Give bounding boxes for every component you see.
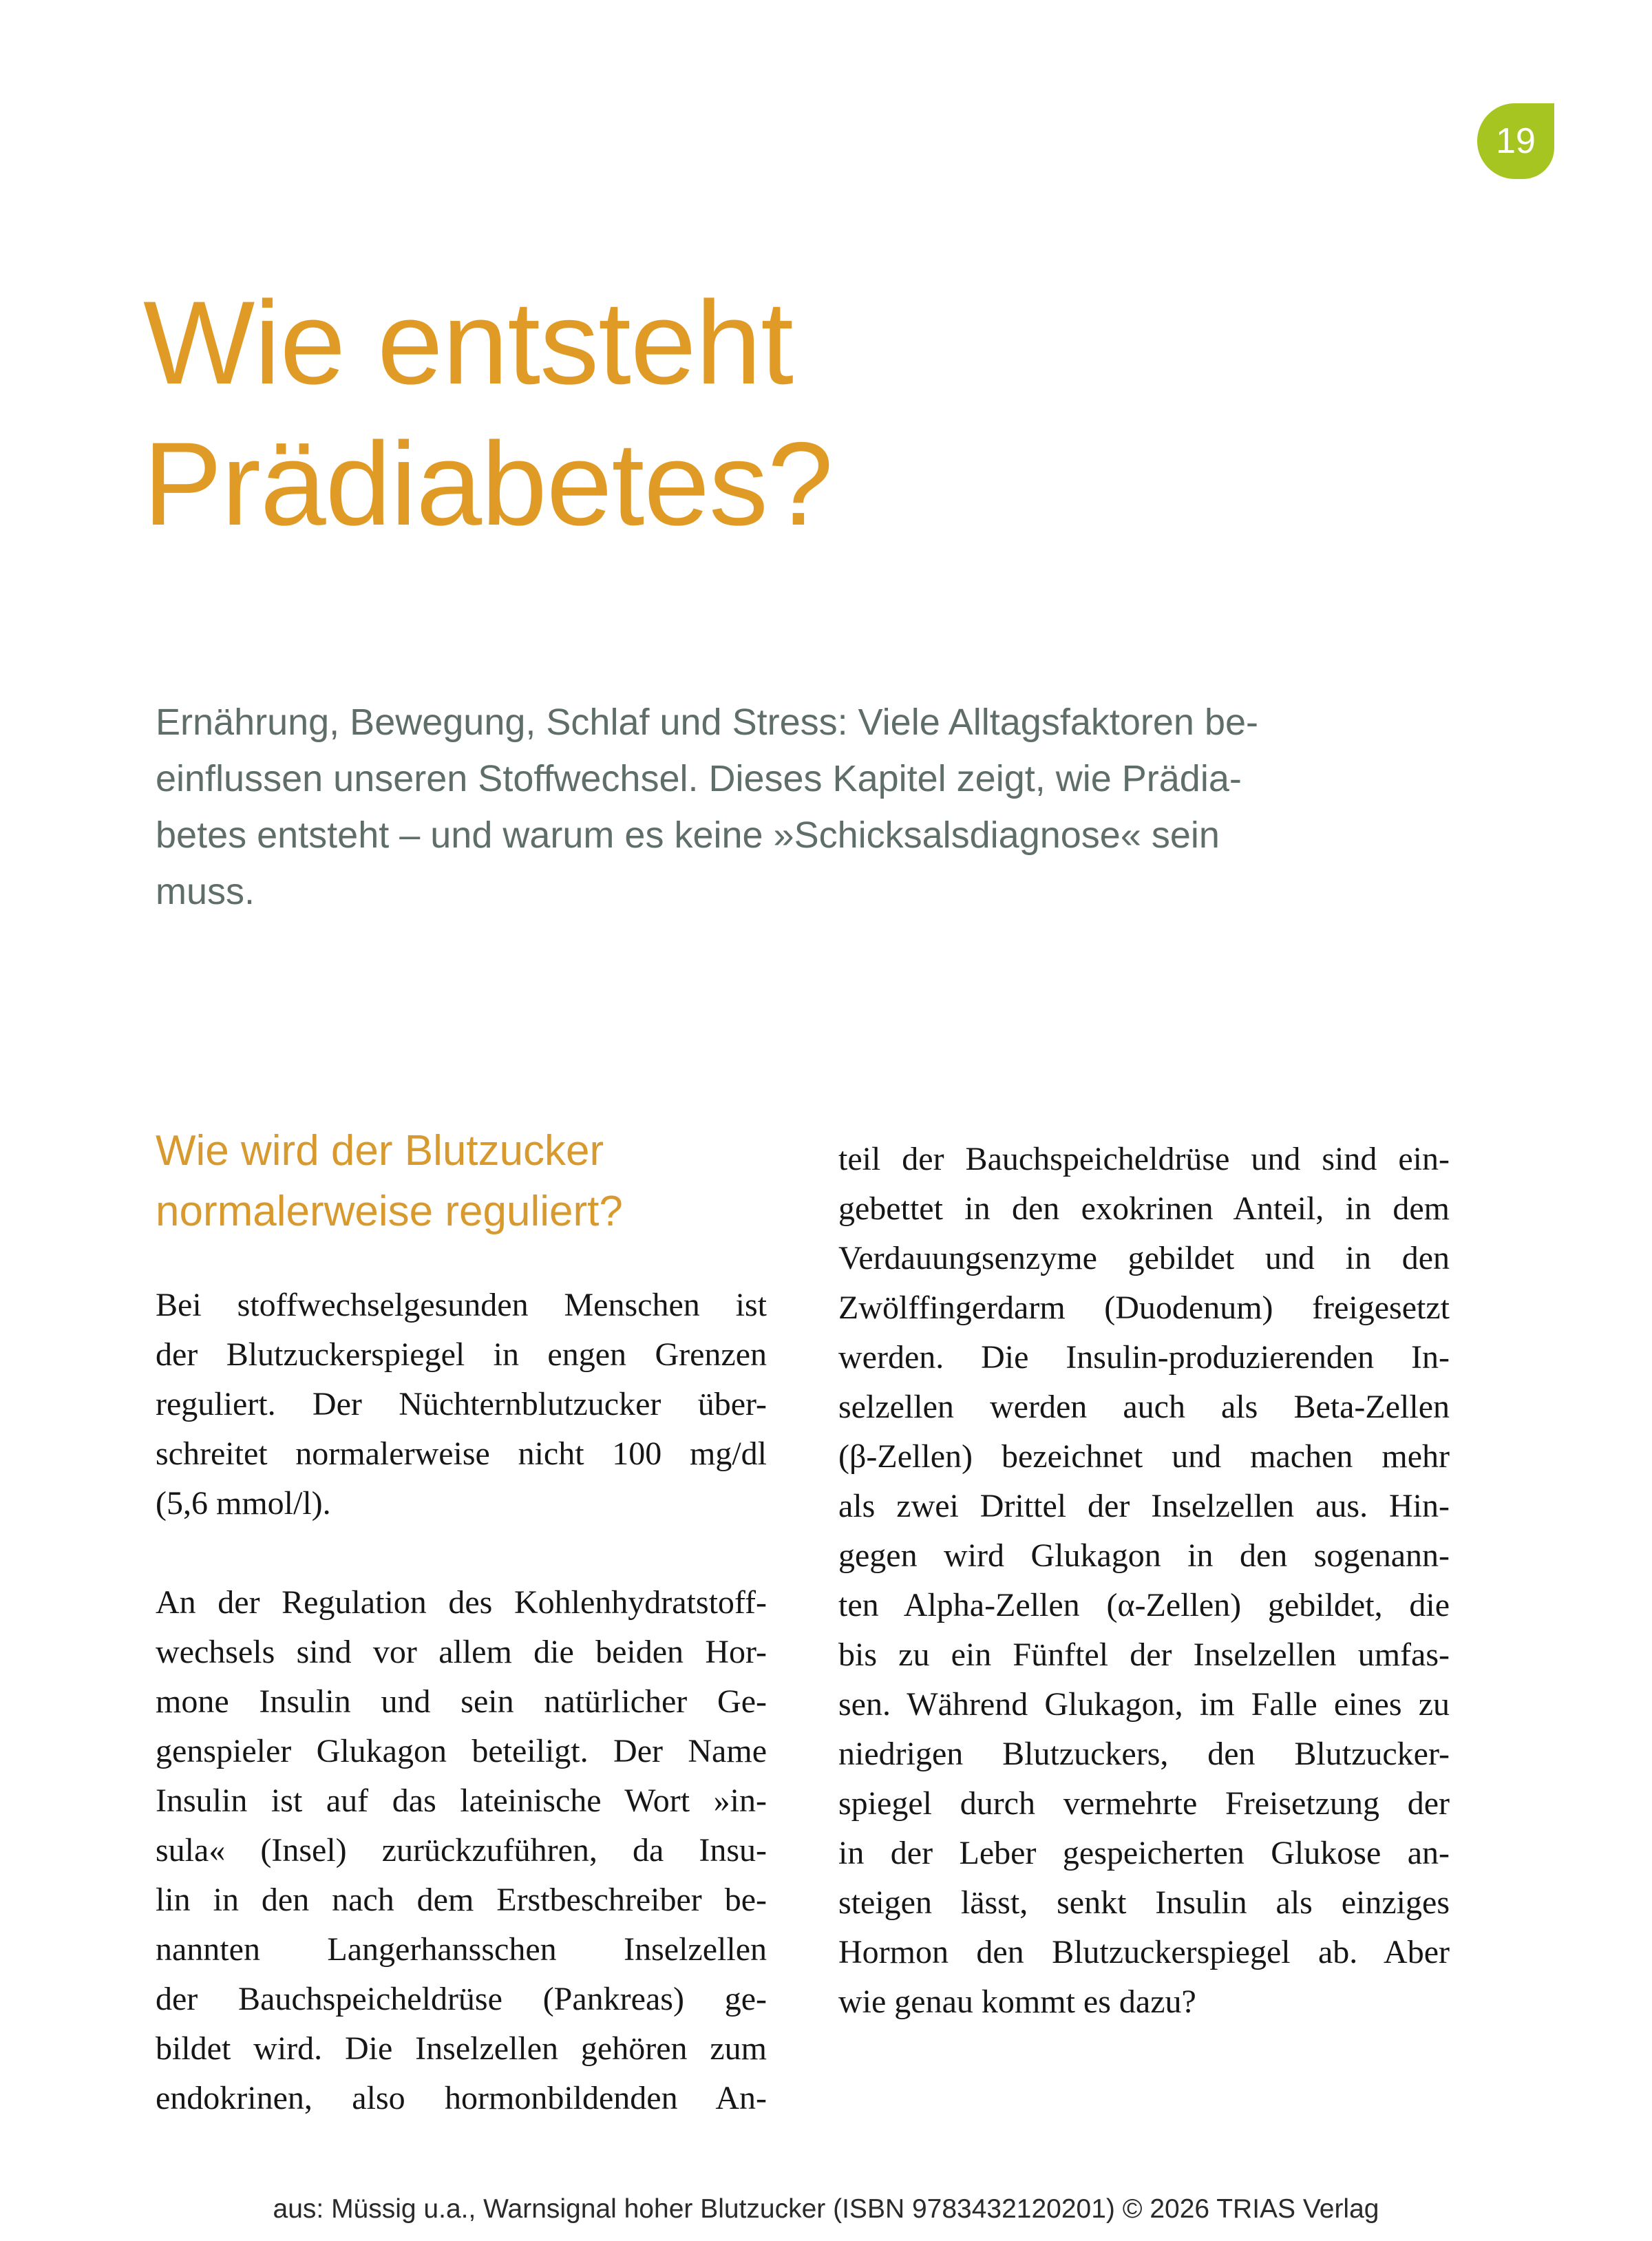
intro-line: einflussen unseren Stoffwechsel. Dieses Kapitel zeigt, wie Prädia- <box>156 758 1242 799</box>
text-line: bis zu ein Fünftel der Inselzellen umfas- <box>838 1637 1450 1673</box>
text-line: nannten Langerhansschen Inselzellen <box>156 1931 767 1968</box>
paragraph <box>156 1578 767 2123</box>
chapter-title <box>143 273 833 555</box>
section-heading-line: Wie wird der Blutzucker <box>156 1127 604 1175</box>
text-line: gebettet in den exokrinen Anteil, in dem <box>838 1190 1450 1227</box>
text-line: ten Alpha-Zellen (α-Zellen) gebildet, die <box>838 1587 1450 1623</box>
text-line: An der Regulation des Kohlenhydratstoff- <box>156 1584 767 1621</box>
text-line: wie genau kommt es dazu? <box>838 1984 1196 2020</box>
paragraph <box>156 1281 767 1528</box>
chapter-title-line: Prädiabetes? <box>143 418 833 550</box>
text-line: Hormon den Blutzuckerspiegel ab. Aber <box>838 1934 1450 1970</box>
page-number: 19 <box>1496 121 1536 161</box>
footer-credit: aus: Müssig u.a., Warnsignal hoher Blutzucker (ISBN 9783432120201) © 2026 TRIAS Verlag <box>273 2194 1379 2224</box>
text-line: der Blutzuckerspiegel in engen Grenzen <box>156 1336 767 1373</box>
chapter-title-line: Wie entsteht <box>143 277 793 409</box>
text-line: bildet wird. Die Inselzellen gehören zum <box>156 2030 767 2067</box>
intro-line: Ernährung, Bewegung, Schlaf und Stress: Viele Alltagsfaktoren be- <box>156 702 1258 743</box>
intro-line: betes entsteht – und warum es keine »Schicksalsdiagnose« sein <box>156 814 1220 856</box>
text-line: werden. Die Insulin-produzierenden In- <box>838 1339 1450 1376</box>
text-line: mone Insulin und sein natürlicher Ge- <box>156 1683 767 1720</box>
text-line: Zwölffingerdarm (Duodenum) freigesetzt <box>838 1290 1450 1326</box>
section-heading <box>156 1121 767 1242</box>
paragraph <box>838 1135 1450 2027</box>
right-column <box>838 1121 1450 2123</box>
text-line: Insulin ist auf das lateinische Wort »in- <box>156 1782 767 1819</box>
two-column-text <box>156 1121 1450 2123</box>
text-line: in der Leber gespeicherten Glukose an- <box>838 1835 1450 1871</box>
text-line: teil der Bauchspeicheldrüse und sind ein- <box>838 1141 1450 1177</box>
text-line: der Bauchspeicheldrüse (Pankreas) ge- <box>156 1981 767 2017</box>
text-line: endokrinen, also hormonbildenden An- <box>156 2080 767 2116</box>
text-line: selzellen werden auch als Beta-Zellen <box>838 1389 1450 1425</box>
text-line: lin in den nach dem Erstbeschreiber be- <box>156 1882 767 1918</box>
left-column <box>156 1121 767 2123</box>
chapter-intro <box>156 694 1408 920</box>
text-line: wechsels sind vor allem die beiden Hor- <box>156 1634 767 1670</box>
text-line: (β-Zellen) bezeichnet und machen mehr <box>838 1438 1450 1475</box>
text-line: reguliert. Der Nüchternblutzucker über- <box>156 1386 767 1422</box>
text-line: sula« (Insel) zurückzuführen, da Insu- <box>156 1832 767 1869</box>
page-number-badge <box>1477 103 1554 179</box>
text-line: schreitet normalerweise nicht 100 mg/dl <box>156 1435 767 1472</box>
text-line: als zwei Drittel der Inselzellen aus. Hin- <box>838 1488 1450 1524</box>
text-line: niedrigen Blutzuckers, den Blutzucker- <box>838 1736 1450 1772</box>
text-line: steigen lässt, senkt Insulin als einziges <box>838 1884 1450 1921</box>
text-line: gegen wird Glukagon in den sogenann- <box>838 1537 1450 1574</box>
text-line: genspieler Glukagon beteiligt. Der Name <box>156 1733 767 1769</box>
text-line: (5,6 mmol/l). <box>156 1485 331 1522</box>
text-line: Bei stoffwechselgesunden Menschen ist <box>156 1287 767 1323</box>
text-line: sen. Während Glukagon, im Falle eines zu <box>838 1686 1450 1723</box>
text-line: Verdauungsenzyme gebildet und in den <box>838 1240 1450 1276</box>
text-line: spiegel durch vermehrte Freisetzung der <box>838 1785 1450 1822</box>
section-heading-line: normalerweise reguliert? <box>156 1188 623 1235</box>
intro-line: muss. <box>156 871 255 912</box>
